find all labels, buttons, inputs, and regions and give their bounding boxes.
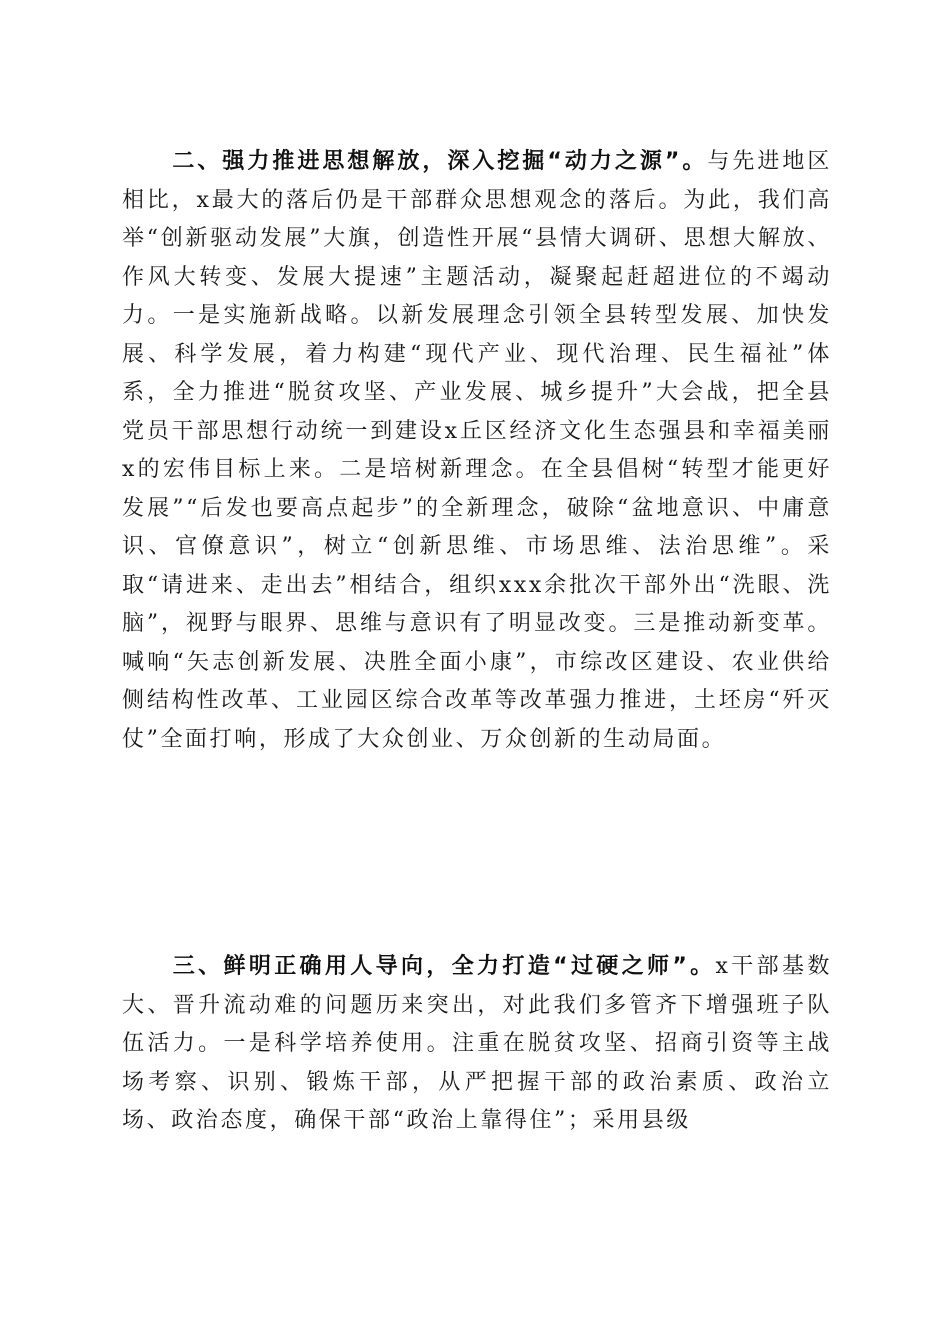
paragraph-section-three xyxy=(122,948,832,1141)
section-two-body: 与先进地区相比，x最大的落后仍是干部群众思想观念的落后。为此，我们高举“创新驱动发展”大旗，创造性开展“县情大调研、思想大解放、作风大转变、发展大提速”主题活动，凝聚起赶超进位的不竭动力。一是实施新战略。以新发展理念引领全县转型发展、加快发展、科学发展，着力构建“现代产业、现代治理、民生福祉”体系，全力推进“脱贫攻坚、产业发展、城乡提升”大会战，把全县党员干部思想行动统一到建设x丘区经济文化生态强县和幸福美丽x的宏伟目标上来。二是培树新理念。在全县倡树“转型才能更好发展”“后发也要高点起步”的全新理念，破除“盆地意识、中庸意识、官僚意识”，树立“创新思维、市场思维、法治思维”。采取“请进来、走出去”相结合，组织xxx余批次干部外出“洗眼、洗脑”，视野与眼界、思维与意识有了明显改变。三是推动新变革。喊响“矢志创新发展、决胜全面小康”，市综改区建设、农业供给侧结构性改革、工业园区综合改革等改革强力推进，土坯房“歼灭仗”全面打响，形成了大众创业、万众创新的生动局面。 xyxy=(122,149,832,752)
section-three-heading: 三、鲜明正确用人导向，全力打造“过硬之师”。 xyxy=(172,954,716,979)
section-three-body: x干部基数大、晋升流动难的问题历来突出，对此我们多管齐下增强班子队伍活力。一是科学培养使用。注重在脱贫攻坚、招商引资等主战场考察、识别、锻炼干部，从严把握干部的政治素质、政治立场、政治态度，确保干部“政治上靠得住”；采用县级 xyxy=(122,954,832,1133)
section-two-heading: 二、强力推进思想解放，深入挖掘“动力之源”。 xyxy=(172,149,708,174)
paragraph-section-two xyxy=(122,143,832,759)
